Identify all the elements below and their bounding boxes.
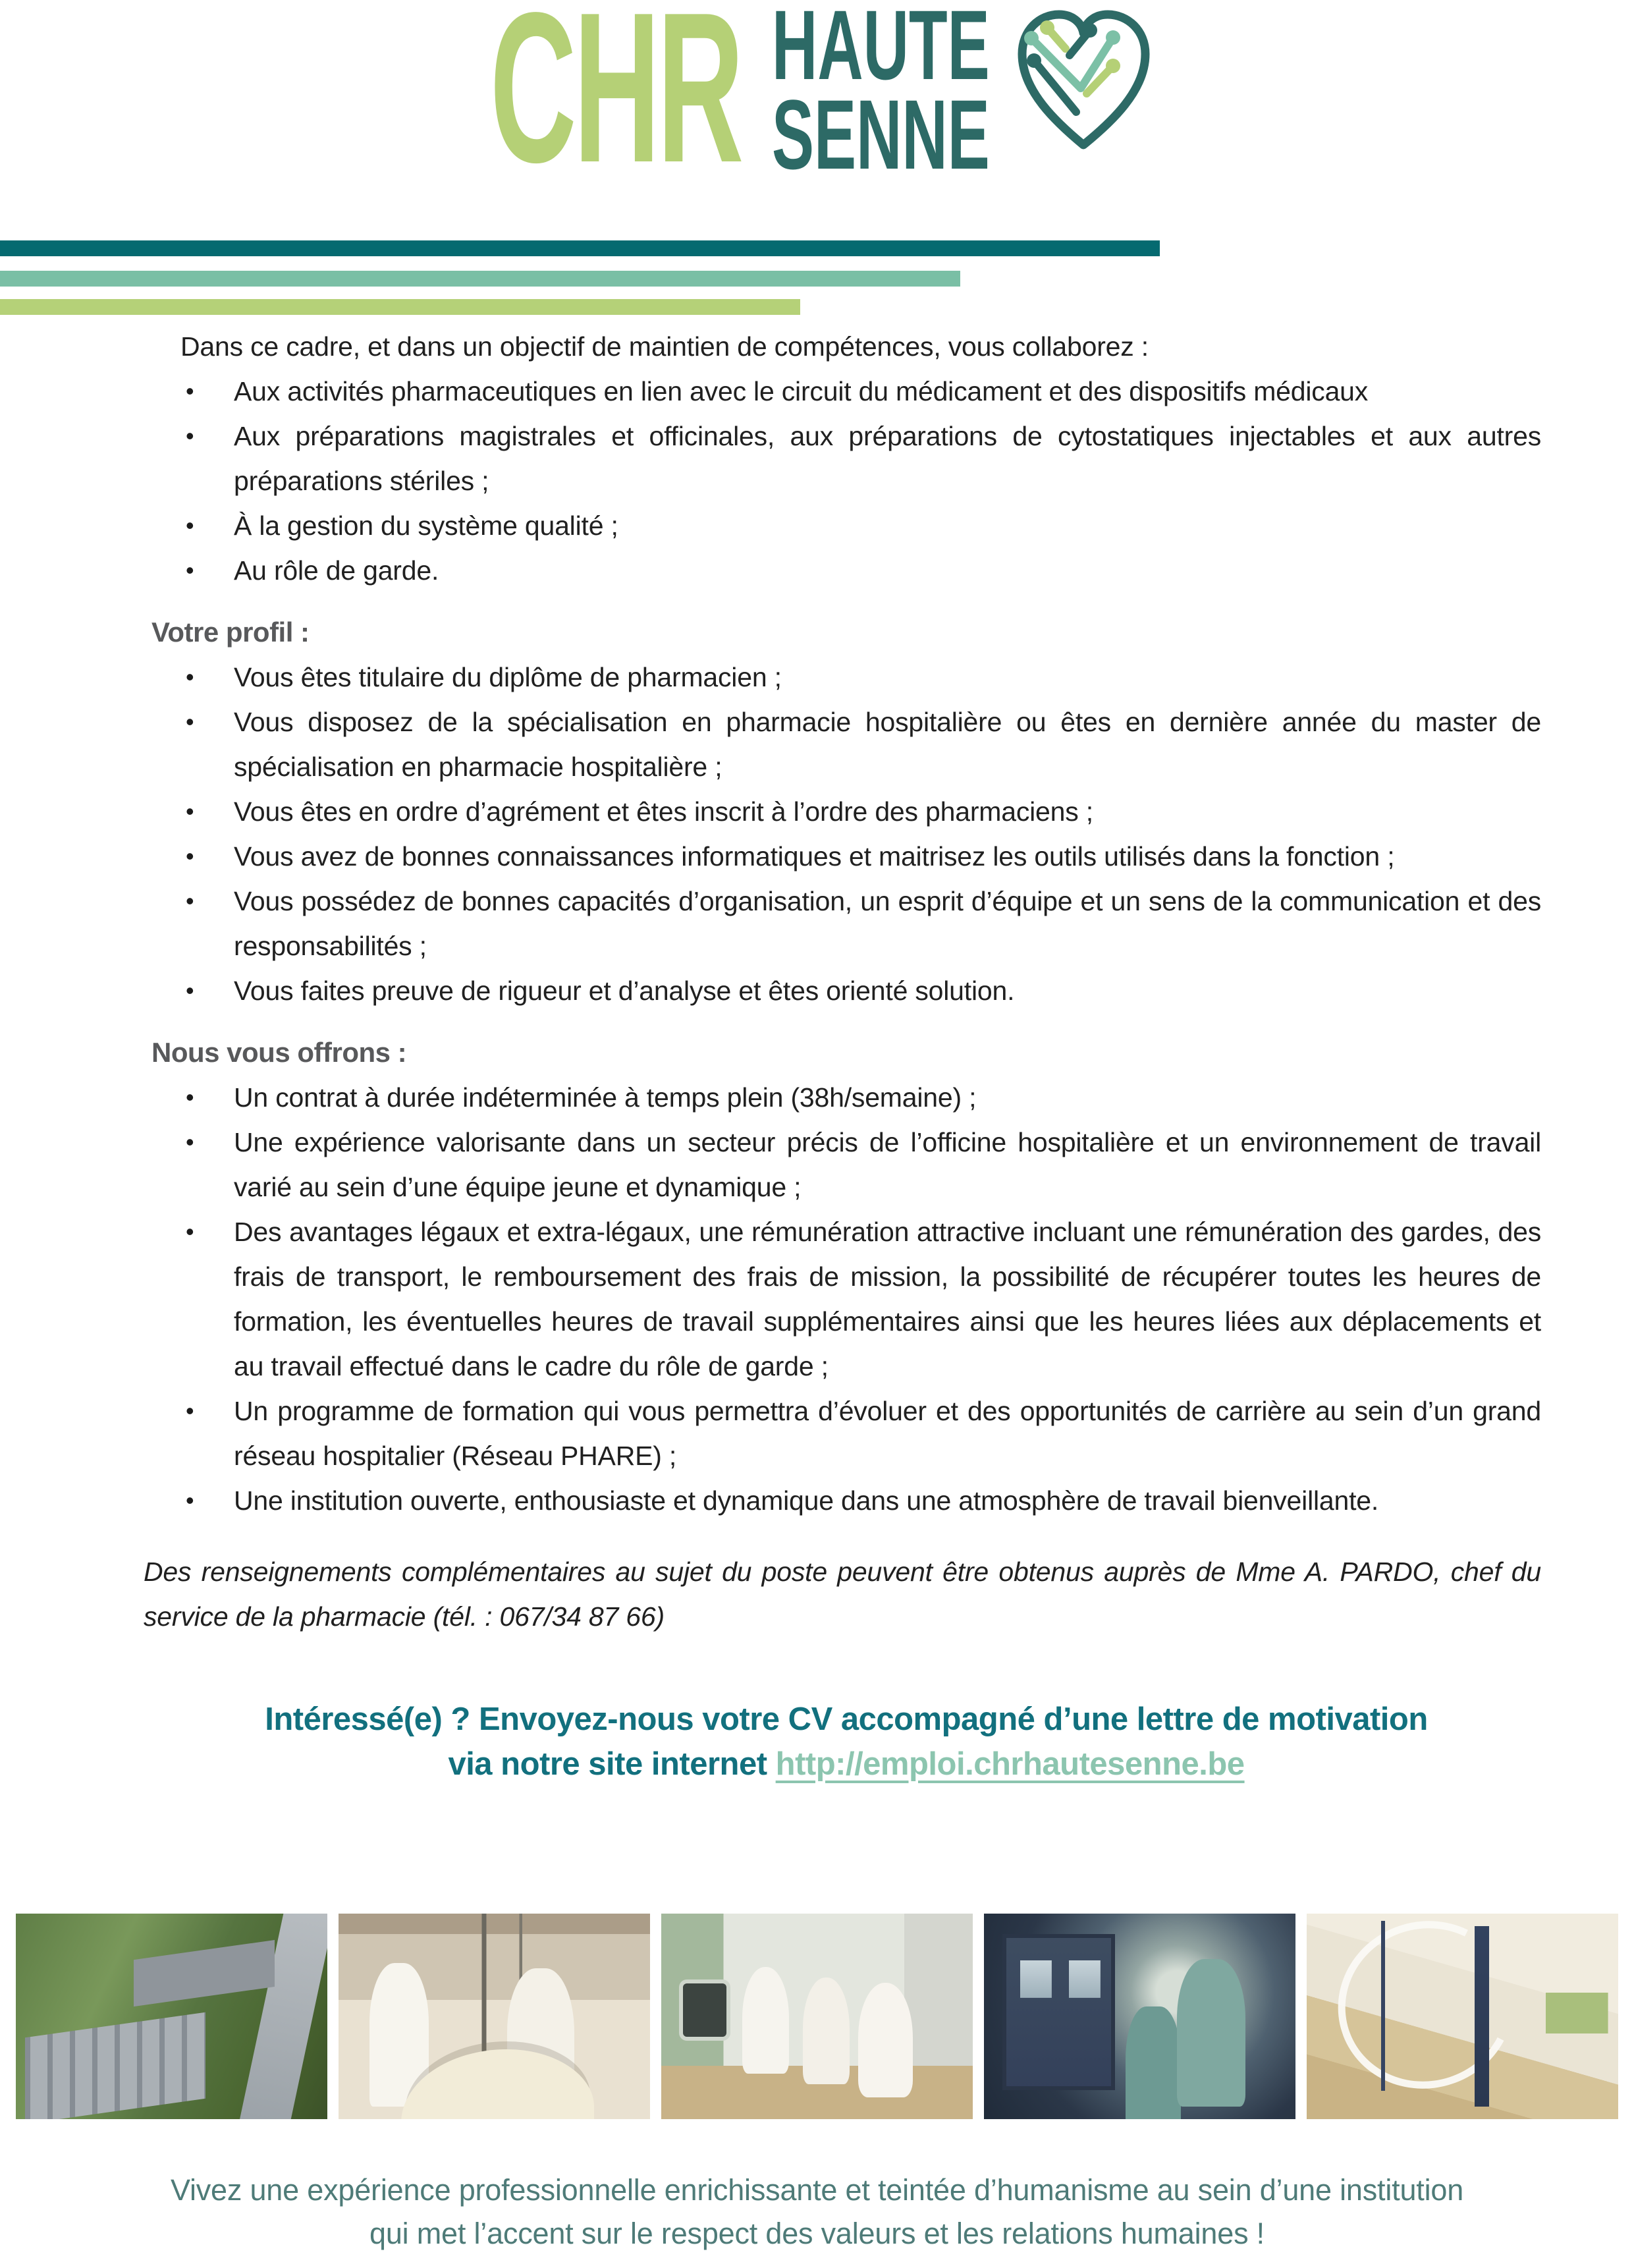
- logo-word-senne: SENNE: [772, 79, 990, 190]
- intro-list: [151, 369, 1541, 593]
- main-content: [0, 324, 1634, 1786]
- list-item: [151, 1209, 1541, 1389]
- bullet-icon: •: [186, 422, 194, 449]
- photo-team-at-desk: [661, 1914, 973, 2119]
- photo-surgeons-operating-room: [984, 1914, 1295, 2119]
- photo-nurses-patient-care: [339, 1914, 650, 2119]
- list-item-text: Aux préparations magistrales et officinales, aux préparations de cytostatiques injectables et aux autres préparations stériles ;: [234, 421, 1541, 496]
- photo-lobby-interior: [1307, 1914, 1618, 2119]
- section-heading-offer: Nous vous offrons :: [151, 1037, 407, 1068]
- list-item-text: Vous êtes en ordre d’agrément et êtes inscrit à l’ordre des pharmaciens ;: [234, 796, 1093, 827]
- list-item-text: Au rôle de garde.: [234, 555, 439, 586]
- list-item-text: Vous disposez de la spécialisation en pharmacie hospitalière ou êtes en dernière année du master de spécialisation en pharmacie hospitalière ;: [234, 707, 1541, 782]
- photo-aerial-campus: [16, 1914, 327, 2119]
- bullet-icon: •: [186, 708, 194, 735]
- list-item-text: Une institution ouverte, enthousiaste et dynamique dans une atmosphère de travail bienveillante.: [234, 1485, 1379, 1516]
- cta-line2: [151, 1742, 1541, 1786]
- bullet-icon: •: [186, 377, 194, 404]
- list-item-text: Vous possédez de bonnes capacités d’organisation, un esprit d’équipe et un sens de la communication et des responsabilités ;: [234, 886, 1541, 961]
- list-item-text: Vous êtes titulaire du diplôme de pharmacien ;: [234, 662, 782, 692]
- bullet-icon: •: [186, 557, 194, 584]
- cta-block: [151, 1697, 1541, 1786]
- footer-line1: Vivez une expérience professionnelle enrichissante et teintée d’humanisme au sein d’une institution: [170, 2173, 1464, 2207]
- bullet-icon: •: [186, 1487, 194, 1514]
- list-item: [151, 503, 1541, 548]
- list-item: [151, 655, 1541, 700]
- note-paragraph: Des renseignements complémentaires au sujet du poste peuvent être obtenus auprès de Mme A. PARDO, chef du service de la pharmacie (tél. : 067/34 87 66): [144, 1557, 1541, 1632]
- profile-list: [151, 655, 1541, 1013]
- list-item: [151, 1120, 1541, 1209]
- intro-paragraph: Dans ce cadre, et dans un objectif de maintien de compétences, vous collaborez :: [180, 331, 1149, 362]
- bullet-icon: •: [186, 1218, 194, 1245]
- list-item-text: Aux activités pharmaceutiques en lien avec le circuit du médicament et des dispositifs médicaux: [234, 376, 1369, 406]
- footer-tagline: [0, 2169, 1634, 2255]
- bullet-icon: •: [186, 1128, 194, 1155]
- cta-line2-prefix: via notre site internet: [448, 1746, 776, 1782]
- logo-word-haute: HAUTE: [772, 0, 990, 100]
- list-item: [151, 700, 1541, 789]
- bullet-icon: •: [186, 843, 194, 870]
- list-item: [151, 1075, 1541, 1120]
- list-item-text: Vous faites preuve de rigueur et d’analyse et êtes orienté solution.: [234, 976, 1015, 1006]
- bullet-icon: •: [186, 512, 194, 539]
- logo-chr-text: CHR: [490, 0, 741, 207]
- bullet-icon: •: [186, 663, 194, 690]
- brand-bar-dark-teal: [0, 240, 1160, 256]
- list-item: [151, 414, 1541, 503]
- list-item-text: À la gestion du système qualité ;: [234, 511, 618, 541]
- logo-wordmark: [772, 0, 990, 190]
- offer-list: [151, 1075, 1541, 1523]
- bullet-icon: •: [186, 1084, 194, 1111]
- list-item-text: Un contrat à durée indéterminée à temps plein (38h/semaine) ;: [234, 1082, 977, 1113]
- cta-line1: Intéressé(e) ? Envoyez-nous votre CV accompagné d’une lettre de motivation: [265, 1701, 1428, 1737]
- list-item: [151, 789, 1541, 834]
- brand-bar-light-green: [0, 299, 800, 315]
- list-item-text: Un programme de formation qui vous permettra d’évoluer et des opportunités de carrière au sein d’un grand réseau hospitalier (Réseau PHARE) ;: [234, 1396, 1541, 1471]
- list-item-text: Des avantages légaux et extra-légaux, une rémunération attractive incluant une rémunération des gardes, des frais de transport, le remboursement des frais de mission, la possibilité de récupérer toutes les heures de formation, les éventuelles heures de travail supplémentaires ainsi que les heures liées aux déplacements et au travail effectué dans le cadre du rôle de garde ;: [234, 1217, 1541, 1381]
- header: [0, 0, 1634, 240]
- list-item: [151, 1389, 1541, 1478]
- bullet-icon: •: [186, 887, 194, 914]
- brand-bar-sea-green: [0, 271, 960, 287]
- list-item-text: Une expérience valorisante dans un secteur précis de l’officine hospitalière et un environnement de travail varié au sein d’une équipe jeune et dynamique ;: [234, 1127, 1541, 1202]
- list-item: [151, 834, 1541, 879]
- cta-link[interactable]: http://emploi.chrhautesenne.be: [775, 1746, 1245, 1782]
- section-heading-profile: Votre profil :: [151, 617, 310, 648]
- list-item: [151, 548, 1541, 593]
- bullet-icon: •: [186, 798, 194, 825]
- bullet-icon: •: [186, 1397, 194, 1424]
- list-item: [151, 369, 1541, 414]
- list-item: [151, 1478, 1541, 1523]
- bullet-icon: •: [186, 977, 194, 1004]
- list-item: [151, 879, 1541, 968]
- heart-circuit-icon: [1013, 1, 1155, 152]
- footer-line2: qui met l’accent sur le respect des valeurs et les relations humaines !: [369, 2217, 1265, 2250]
- list-item-text: Vous avez de bonnes connaissances informatiques et maitrisez les outils utilisés dans la fonction ;: [234, 841, 1395, 871]
- list-item: [151, 968, 1541, 1013]
- photo-strip: [0, 1914, 1634, 2119]
